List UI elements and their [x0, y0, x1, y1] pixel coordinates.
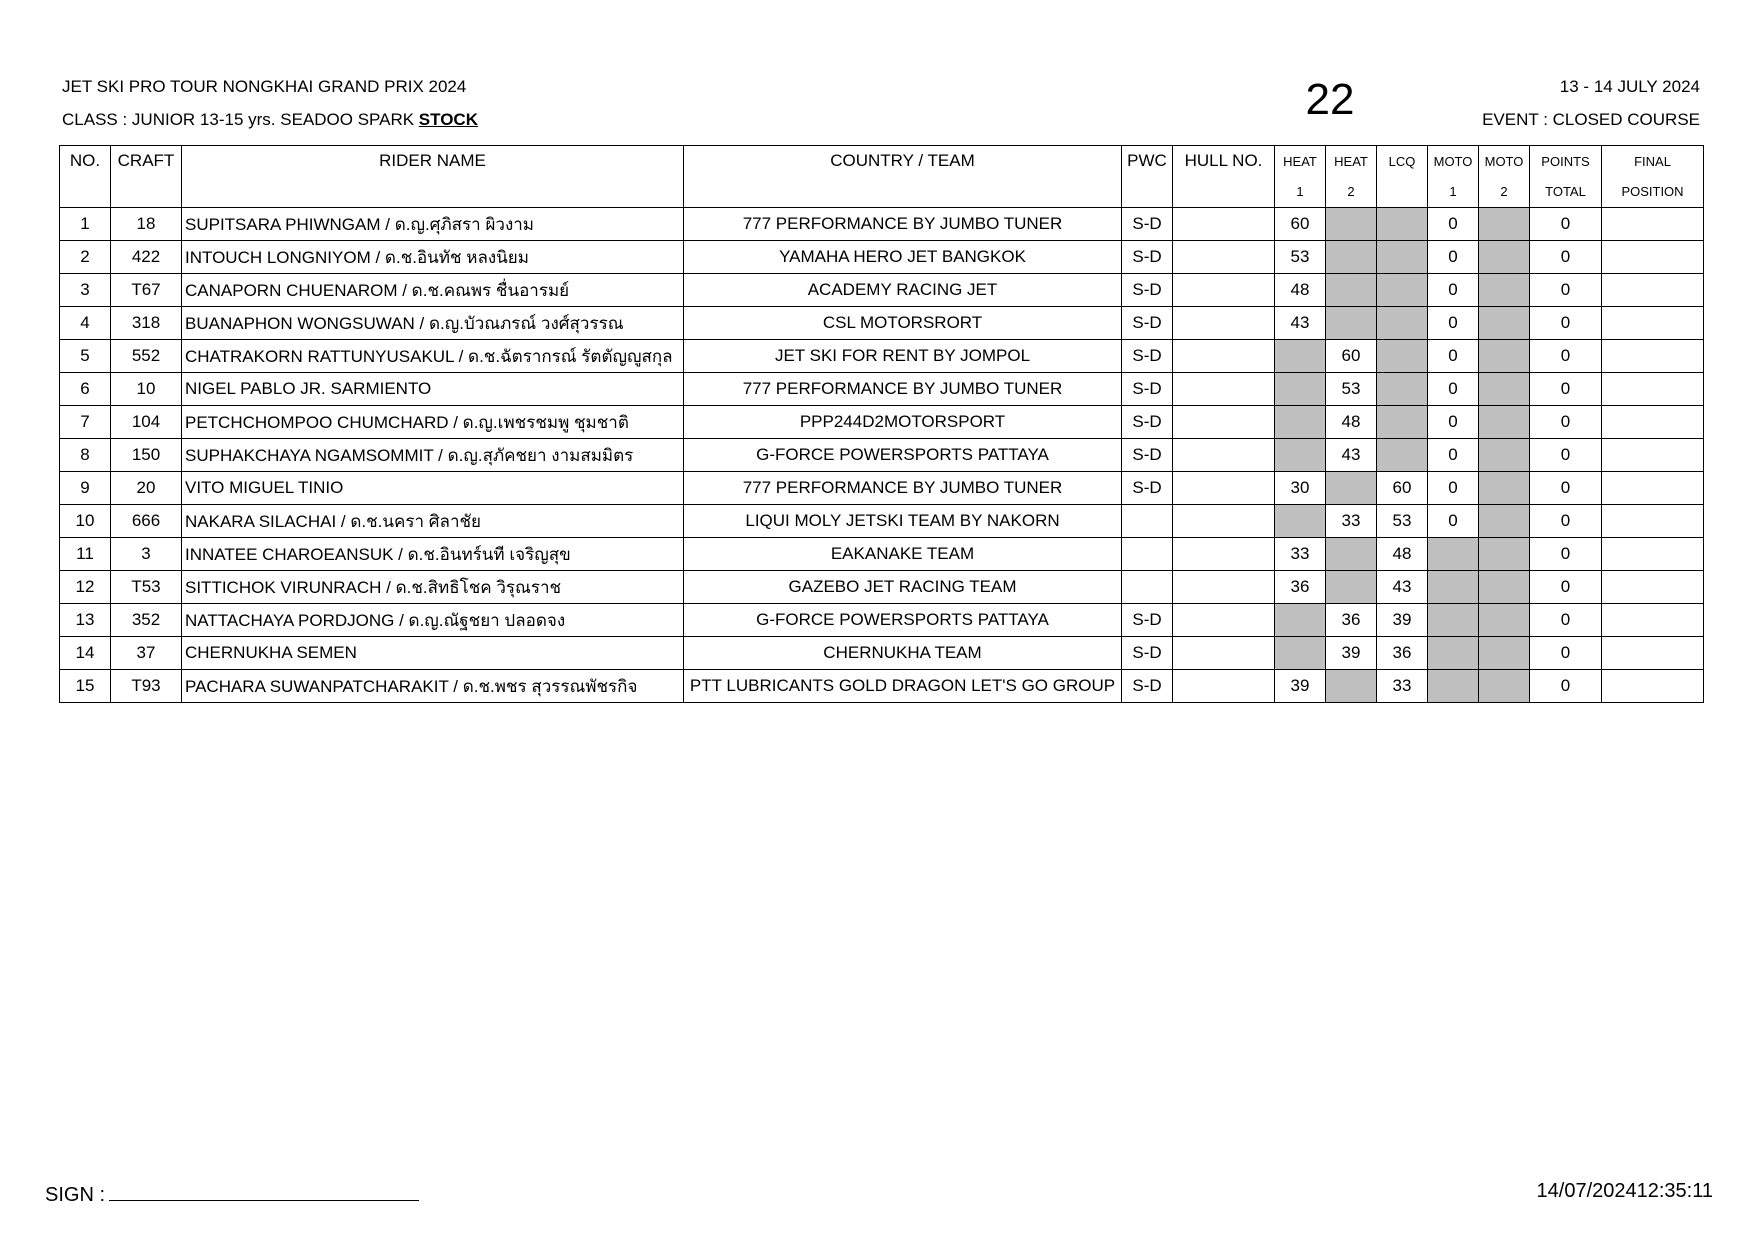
cell-moto2 — [1479, 571, 1530, 604]
cell-heat2: 53 — [1326, 373, 1377, 406]
cell-pwc — [1122, 505, 1173, 538]
signature-line — [109, 1180, 419, 1201]
event-title: JET SKI PRO TOUR NONGKHAI GRAND PRIX 2024 — [62, 77, 467, 96]
cell-no: 2 — [60, 241, 111, 274]
page-number: 22 — [1305, 75, 1355, 124]
header-row-top — [60, 146, 1704, 177]
cell-lcq — [1377, 307, 1428, 340]
cell-heat2 — [1326, 472, 1377, 505]
cell-heat1: 53 — [1275, 241, 1326, 274]
cell-no: 11 — [60, 538, 111, 571]
cell-heat2 — [1326, 241, 1377, 274]
cell-team: YAMAHA HERO JET BANGKOK — [684, 241, 1122, 274]
cell-moto1: 0 — [1428, 439, 1479, 472]
table-row — [60, 340, 1704, 373]
cell-no: 4 — [60, 307, 111, 340]
event-type: EVENT : CLOSED COURSE — [1482, 110, 1700, 129]
cell-final — [1602, 274, 1704, 307]
col-header-craft: CRAFT — [111, 146, 182, 177]
cell-moto2 — [1479, 670, 1530, 703]
cell-moto1: 0 — [1428, 274, 1479, 307]
cell-moto1: 0 — [1428, 307, 1479, 340]
cell-craft: T53 — [111, 571, 182, 604]
cell-rider: INNATEE CHAROEANSUK / ด.ช.อินทร์นที เจริญสุข — [182, 538, 684, 571]
cell-moto2 — [1479, 340, 1530, 373]
col-header-country-team: COUNTRY / TEAM — [684, 146, 1122, 177]
cell-heat2 — [1326, 274, 1377, 307]
cell-heat2 — [1326, 307, 1377, 340]
cell-moto1 — [1428, 637, 1479, 670]
cell-craft: 20 — [111, 472, 182, 505]
cell-team: PPP244D2MOTORSPORT — [684, 406, 1122, 439]
printed-timestamp: 14/07/202412:35:11 — [1536, 1180, 1713, 1202]
cell-moto2 — [1479, 307, 1530, 340]
cell-rider: NATTACHAYA PORDJONG / ด.ญ.ณัฐชยา ปลอดจง — [182, 604, 684, 637]
table-row — [60, 472, 1704, 505]
cell-points: 0 — [1530, 208, 1602, 241]
col-header-points: POINTS — [1530, 146, 1602, 177]
cell-heat1 — [1275, 340, 1326, 373]
cell-craft: 18 — [111, 208, 182, 241]
cell-craft: 150 — [111, 439, 182, 472]
cell-final — [1602, 670, 1704, 703]
cell-lcq — [1377, 340, 1428, 373]
cell-moto1 — [1428, 571, 1479, 604]
cell-hull — [1173, 241, 1275, 274]
cell-craft: T67 — [111, 274, 182, 307]
cell-moto2 — [1479, 472, 1530, 505]
cell-team: 777 PERFORMANCE BY JUMBO TUNER — [684, 373, 1122, 406]
cell-hull — [1173, 406, 1275, 439]
cell-craft: 318 — [111, 307, 182, 340]
cell-rider: SITTICHOK VIRUNRACH / ด.ช.สิทธิโชค วิรุณราช — [182, 571, 684, 604]
cell-moto2 — [1479, 637, 1530, 670]
class-stock: STOCK — [418, 110, 478, 129]
cell-rider: PACHARA SUWANPATCHARAKIT / ด.ช.พชร สุวรรณพัชรกิจ — [182, 670, 684, 703]
col-header-moto2-sub: 2 — [1479, 177, 1530, 208]
cell-heat2: 60 — [1326, 340, 1377, 373]
cell-pwc: S-D — [1122, 274, 1173, 307]
cell-moto2 — [1479, 439, 1530, 472]
col-header-final-sub: POSITION — [1602, 177, 1704, 208]
cell-rider: NAKARA SILACHAI / ด.ช.นครา ศิลาชัย — [182, 505, 684, 538]
cell-final — [1602, 340, 1704, 373]
col-header-heat1-sub: 1 — [1275, 177, 1326, 208]
cell-lcq: 53 — [1377, 505, 1428, 538]
cell-moto2 — [1479, 538, 1530, 571]
cell-pwc: S-D — [1122, 208, 1173, 241]
cell-pwc: S-D — [1122, 406, 1173, 439]
cell-pwc: S-D — [1122, 241, 1173, 274]
cell-points: 0 — [1530, 340, 1602, 373]
cell-heat1 — [1275, 406, 1326, 439]
col-header-moto1: MOTO — [1428, 146, 1479, 177]
cell-craft: 666 — [111, 505, 182, 538]
cell-points: 0 — [1530, 373, 1602, 406]
cell-pwc — [1122, 571, 1173, 604]
cell-final — [1602, 241, 1704, 274]
table-row — [60, 274, 1704, 307]
cell-pwc: S-D — [1122, 604, 1173, 637]
cell-no: 6 — [60, 373, 111, 406]
cell-pwc — [1122, 538, 1173, 571]
cell-hull — [1173, 637, 1275, 670]
cell-rider: CHERNUKHA SEMEN — [182, 637, 684, 670]
cell-final — [1602, 571, 1704, 604]
cell-hull — [1173, 208, 1275, 241]
cell-final — [1602, 637, 1704, 670]
cell-final — [1602, 505, 1704, 538]
cell-rider: BUANAPHON WONGSUWAN / ด.ญ.บัวณภรณ์ วงศ์สุวรรณ — [182, 307, 684, 340]
cell-hull — [1173, 439, 1275, 472]
cell-hull — [1173, 538, 1275, 571]
cell-team: ACADEMY RACING JET — [684, 274, 1122, 307]
header-right — [1482, 70, 1700, 136]
cell-heat1: 30 — [1275, 472, 1326, 505]
cell-rider: NIGEL PABLO JR. SARMIENTO — [182, 373, 684, 406]
cell-lcq: 39 — [1377, 604, 1428, 637]
cell-pwc: S-D — [1122, 307, 1173, 340]
cell-moto2 — [1479, 604, 1530, 637]
cell-lcq — [1377, 406, 1428, 439]
cell-no: 10 — [60, 505, 111, 538]
cell-rider: INTOUCH LONGNIYOM / ด.ช.อินทัช หลงนิยม — [182, 241, 684, 274]
table-row — [60, 439, 1704, 472]
cell-heat1: 33 — [1275, 538, 1326, 571]
cell-rider: VITO MIGUEL TINIO — [182, 472, 684, 505]
col-header-points-sub: TOTAL — [1530, 177, 1602, 208]
cell-no: 7 — [60, 406, 111, 439]
cell-hull — [1173, 472, 1275, 505]
col-header-heat2-sub: 2 — [1326, 177, 1377, 208]
cell-final — [1602, 538, 1704, 571]
cell-moto1: 0 — [1428, 241, 1479, 274]
cell-team: 777 PERFORMANCE BY JUMBO TUNER — [684, 472, 1122, 505]
cell-craft: 104 — [111, 406, 182, 439]
cell-moto1 — [1428, 670, 1479, 703]
col-header-lcq: LCQ — [1377, 146, 1428, 177]
results-table — [59, 145, 1704, 703]
cell-heat1 — [1275, 373, 1326, 406]
col-header-moto2: MOTO — [1479, 146, 1530, 177]
cell-heat2: 39 — [1326, 637, 1377, 670]
cell-rider: SUPITSARA PHIWNGAM / ด.ญ.ศุภิสรา ผิวงาม — [182, 208, 684, 241]
cell-points: 0 — [1530, 538, 1602, 571]
cell-moto1: 0 — [1428, 406, 1479, 439]
cell-lcq: 60 — [1377, 472, 1428, 505]
cell-team: CSL MOTORSRORT — [684, 307, 1122, 340]
cell-heat2: 48 — [1326, 406, 1377, 439]
cell-rider: CANAPORN CHUENAROM / ด.ช.คณพร ชื่นอารมย์ — [182, 274, 684, 307]
event-date: 13 - 14 JULY 2024 — [1559, 77, 1700, 96]
cell-lcq — [1377, 274, 1428, 307]
cell-lcq — [1377, 439, 1428, 472]
cell-moto2 — [1479, 505, 1530, 538]
table-row — [60, 241, 1704, 274]
cell-final — [1602, 604, 1704, 637]
cell-no: 9 — [60, 472, 111, 505]
cell-team: 777 PERFORMANCE BY JUMBO TUNER — [684, 208, 1122, 241]
header-row-bottom — [60, 177, 1704, 208]
cell-hull — [1173, 274, 1275, 307]
cell-team: GAZEBO JET RACING TEAM — [684, 571, 1122, 604]
cell-moto1: 0 — [1428, 373, 1479, 406]
cell-points: 0 — [1530, 604, 1602, 637]
cell-hull — [1173, 307, 1275, 340]
cell-points: 0 — [1530, 505, 1602, 538]
cell-moto2 — [1479, 241, 1530, 274]
cell-heat1: 60 — [1275, 208, 1326, 241]
cell-heat2 — [1326, 208, 1377, 241]
cell-pwc: S-D — [1122, 670, 1173, 703]
cell-heat1 — [1275, 505, 1326, 538]
cell-moto1 — [1428, 604, 1479, 637]
cell-final — [1602, 208, 1704, 241]
results-body — [60, 208, 1704, 703]
col-header-no: NO. — [60, 146, 111, 177]
table-row — [60, 208, 1704, 241]
cell-heat2: 43 — [1326, 439, 1377, 472]
table-row — [60, 571, 1704, 604]
cell-points: 0 — [1530, 406, 1602, 439]
cell-no: 13 — [60, 604, 111, 637]
cell-no: 3 — [60, 274, 111, 307]
cell-hull — [1173, 340, 1275, 373]
table-row — [60, 670, 1704, 703]
cell-craft: 3 — [111, 538, 182, 571]
cell-team: PTT LUBRICANTS GOLD DRAGON LET'S GO GROUP — [684, 670, 1122, 703]
sign-label: SIGN : — [45, 1184, 106, 1206]
cell-team: CHERNUKHA TEAM — [684, 637, 1122, 670]
cell-final — [1602, 472, 1704, 505]
cell-hull — [1173, 604, 1275, 637]
cell-lcq — [1377, 241, 1428, 274]
cell-heat2 — [1326, 670, 1377, 703]
class-line — [62, 103, 478, 136]
cell-pwc: S-D — [1122, 637, 1173, 670]
cell-moto1: 0 — [1428, 472, 1479, 505]
table-row — [60, 373, 1704, 406]
cell-points: 0 — [1530, 241, 1602, 274]
col-header-heat2: HEAT — [1326, 146, 1377, 177]
cell-moto1: 0 — [1428, 505, 1479, 538]
table-row — [60, 637, 1704, 670]
cell-heat1: 43 — [1275, 307, 1326, 340]
cell-heat1: 36 — [1275, 571, 1326, 604]
cell-lcq: 48 — [1377, 538, 1428, 571]
cell-hull — [1173, 571, 1275, 604]
cell-team: LIQUI MOLY JETSKI TEAM BY NAKORN — [684, 505, 1122, 538]
cell-team: G-FORCE POWERSPORTS PATTAYA — [684, 604, 1122, 637]
table-row — [60, 604, 1704, 637]
cell-final — [1602, 373, 1704, 406]
cell-moto2 — [1479, 208, 1530, 241]
cell-craft: 352 — [111, 604, 182, 637]
cell-final — [1602, 307, 1704, 340]
col-header-rider-name: RIDER NAME — [182, 146, 684, 177]
cell-lcq: 36 — [1377, 637, 1428, 670]
cell-pwc: S-D — [1122, 373, 1173, 406]
col-header-moto1-sub: 1 — [1428, 177, 1479, 208]
cell-heat2: 36 — [1326, 604, 1377, 637]
cell-points: 0 — [1530, 307, 1602, 340]
cell-points: 0 — [1530, 571, 1602, 604]
cell-craft: 37 — [111, 637, 182, 670]
cell-rider: PETCHCHOMPOO CHUMCHARD / ด.ญ.เพชรชมพู ชุมชาติ — [182, 406, 684, 439]
cell-heat1 — [1275, 604, 1326, 637]
cell-rider: CHATRAKORN RATTUNYUSAKUL / ด.ช.ฉัตรากรณ์ รัตตัญญูสกุล — [182, 340, 684, 373]
cell-pwc: S-D — [1122, 340, 1173, 373]
cell-heat2 — [1326, 571, 1377, 604]
table-row — [60, 406, 1704, 439]
cell-moto2 — [1479, 274, 1530, 307]
cell-no: 1 — [60, 208, 111, 241]
cell-no: 14 — [60, 637, 111, 670]
cell-no: 8 — [60, 439, 111, 472]
cell-heat2 — [1326, 538, 1377, 571]
cell-moto1: 0 — [1428, 208, 1479, 241]
cell-moto2 — [1479, 406, 1530, 439]
cell-points: 0 — [1530, 472, 1602, 505]
cell-points: 0 — [1530, 439, 1602, 472]
cell-pwc: S-D — [1122, 439, 1173, 472]
cell-hull — [1173, 670, 1275, 703]
cell-moto2 — [1479, 373, 1530, 406]
cell-lcq: 33 — [1377, 670, 1428, 703]
table-row — [60, 307, 1704, 340]
cell-team: EAKANAKE TEAM — [684, 538, 1122, 571]
cell-heat1: 39 — [1275, 670, 1326, 703]
cell-craft: 422 — [111, 241, 182, 274]
cell-moto1: 0 — [1428, 340, 1479, 373]
cell-final — [1602, 406, 1704, 439]
col-header-final: FINAL — [1602, 146, 1704, 177]
cell-craft: 10 — [111, 373, 182, 406]
cell-heat1: 48 — [1275, 274, 1326, 307]
cell-lcq: 43 — [1377, 571, 1428, 604]
cell-craft: 552 — [111, 340, 182, 373]
cell-craft: T93 — [111, 670, 182, 703]
header-left — [62, 70, 478, 136]
col-header-pwc: PWC — [1122, 146, 1173, 177]
col-header-heat1: HEAT — [1275, 146, 1326, 177]
cell-moto1 — [1428, 538, 1479, 571]
cell-points: 0 — [1530, 274, 1602, 307]
cell-points: 0 — [1530, 637, 1602, 670]
cell-team: G-FORCE POWERSPORTS PATTAYA — [684, 439, 1122, 472]
cell-team: JET SKI FOR RENT BY JOMPOL — [684, 340, 1122, 373]
cell-final — [1602, 439, 1704, 472]
cell-points: 0 — [1530, 670, 1602, 703]
table-row — [60, 538, 1704, 571]
cell-heat1 — [1275, 439, 1326, 472]
cell-lcq — [1377, 373, 1428, 406]
col-header-hull-no: HULL NO. — [1173, 146, 1275, 177]
cell-heat2: 33 — [1326, 505, 1377, 538]
cell-pwc: S-D — [1122, 472, 1173, 505]
cell-rider: SUPHAKCHAYA NGAMSOMMIT / ด.ญ.สุภัคชยา งามสมมิตร — [182, 439, 684, 472]
cell-heat1 — [1275, 637, 1326, 670]
table-row — [60, 505, 1704, 538]
cell-lcq — [1377, 208, 1428, 241]
cell-hull — [1173, 505, 1275, 538]
cell-hull — [1173, 373, 1275, 406]
cell-no: 5 — [60, 340, 111, 373]
class-label: CLASS : JUNIOR 13-15 yrs. SEADOO SPARK — [62, 110, 415, 129]
cell-no: 12 — [60, 571, 111, 604]
sign-area — [45, 1180, 419, 1207]
cell-no: 15 — [60, 670, 111, 703]
